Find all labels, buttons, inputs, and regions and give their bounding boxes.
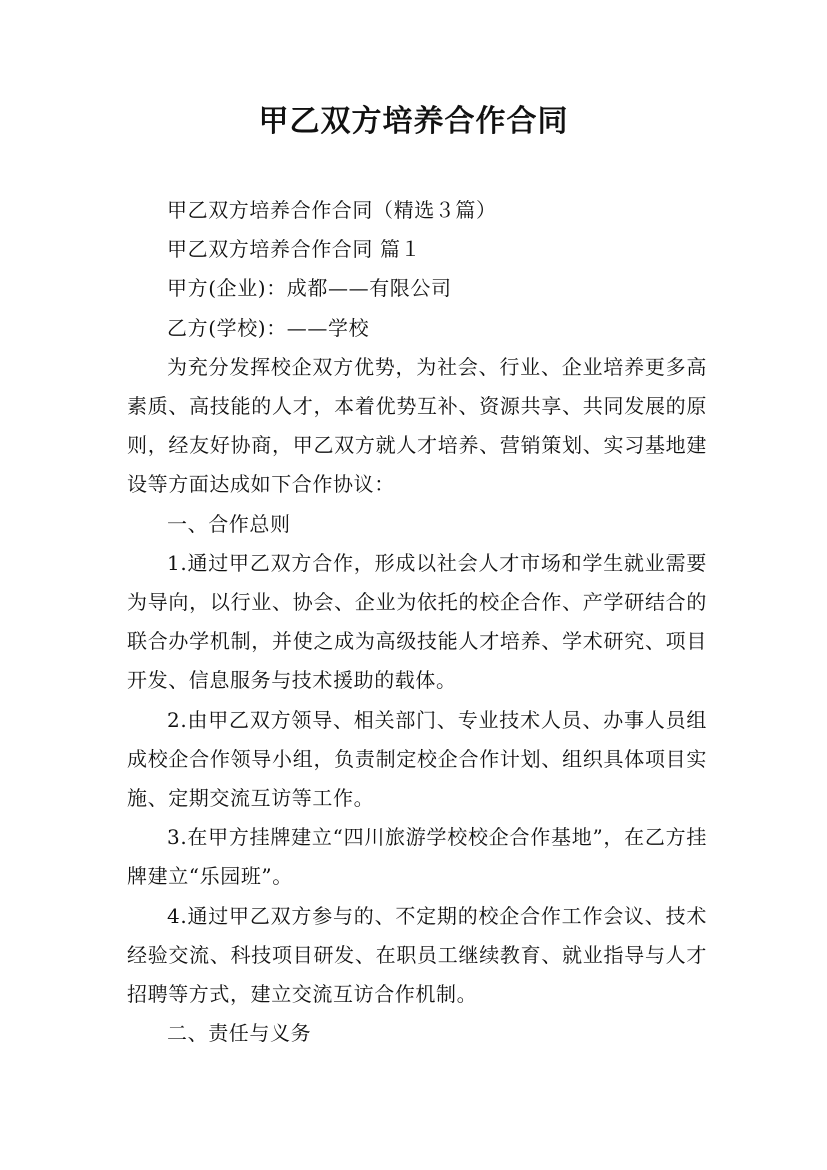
section-heading-part-1: 甲乙双方培养合作合同 篇１ xyxy=(167,237,422,262)
preamble-paragraph: 为充分发挥校企双方优势，为社会、行业、企业培养更多高素质、高技能的人才，本着优势互补、资源共享、共同发展的原则，经友好协商，甲乙双方就人才培养、营销策划、实习基地建设等方面达成如下合作协议： xyxy=(127,354,707,497)
party-b-line: 乙方(学校)：——学校 xyxy=(167,315,370,340)
section-heading-general: 一、合作总则 xyxy=(167,511,291,536)
clause-4: 4.通过甲乙双方参与的、不定期的校企合作工作会议、技术经验交流、科技项目研发、在职员工继续教育、就业指导与人才招聘等方式，建立交流互访合作机制。 xyxy=(127,903,707,1007)
clause-3: 3.在甲方挂牌建立“四川旅游学校校企合作基地”，在乙方挂牌建立“乐园班”。 xyxy=(127,825,707,889)
clause-1: 1.通过甲乙双方合作，形成以社会人才市场和学生就业需要为导向，以行业、协会、企业为依托的校企合作、产学研结合的联合办学机制，并使之成为高级技能人才培养、学术研究、项目开发、信息服务与技术援助的载体。 xyxy=(127,550,707,693)
section-heading-duties: 二、责任与义务 xyxy=(167,1021,312,1046)
subtitle-line: 甲乙双方培养合作合同（精选３篇） xyxy=(167,198,497,222)
document-title: 甲乙双方培养合作合同 xyxy=(258,104,569,139)
party-a-line: 甲方(企业)：成都——有限公司 xyxy=(167,276,452,301)
document-body xyxy=(127,191,707,1053)
clause-2: 2.由甲乙双方领导、相关部门、专业技术人员、办事人员组成校企合作领导小组，负责制定校企合作计划、组织具体项目实施、定期交流互访等工作。 xyxy=(127,707,707,811)
